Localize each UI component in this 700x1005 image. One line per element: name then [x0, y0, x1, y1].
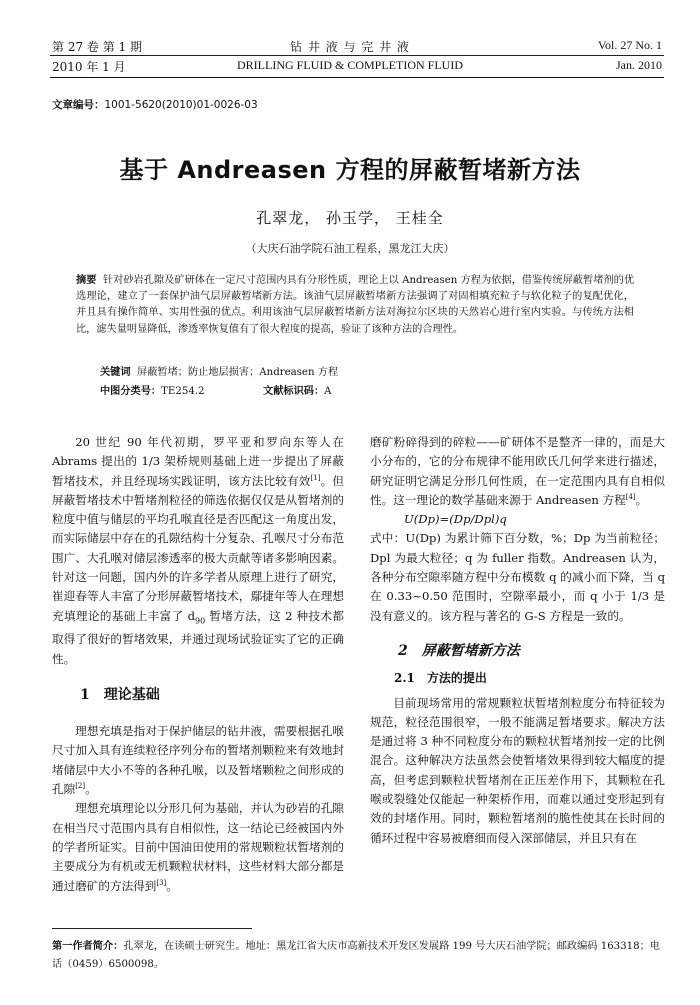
journal-name-en: DRILLING FLUID & COMPLETION FLUID: [237, 58, 463, 72]
volume-issue-en: Vol. 27 No. 1: [597, 38, 662, 52]
abstract: [76, 273, 634, 338]
author-footnote: 第一作者简介：孔翠龙，在读硕士研究生。地址：黑龙江省大庆市高新技术开发区发展路 199 号大庆石油学院；邮政编码 163318；电话（0459）6500098。: [52, 941, 660, 970]
paragraph-ideal-filling: 理想充填是指对于保护储层的钻井液，需要根据孔喉尺寸加入具有连续粒径序列分布的暂堵剂颗粒来有效地封堵储层中大小不等的各种孔喉，以及暂堵颗粒之间形成的孔隙[2]。: [52, 724, 344, 797]
body-left-column: [52, 433, 344, 896]
date-en: Jan. 2010: [616, 58, 662, 72]
paragraph-fractal: 理想充填理论以分形几何为基础，并认为砂岩的孔隙在相当尺寸范围内具有自相似性，这一结论已经被国内外的学者所证实。目前中国油田使用的常规颗粒状暂堵剂的主要成分为有机或无机颗粒状材料，这些材料大部分都是通过磨矿的方法得到[3]。: [52, 801, 344, 893]
abstract-label: 摘要: [76, 275, 97, 286]
section-2-heading: 2 屏蔽暂堵新方法: [398, 642, 520, 659]
classification: 中图分类号：TE254.2 文献标识码：A: [100, 386, 332, 397]
affiliation: （大庆石油学院石油工程系，黑龙江大庆）: [245, 242, 455, 255]
volume-issue-cn: 第 27 卷 第 1 期: [52, 40, 142, 54]
keywords: 关键词 屏蔽暂堵；防止地层损害；Andreasen 方程: [100, 367, 339, 378]
article-title: 基于 Andreasen 方程的屏蔽暂堵新方法: [119, 156, 581, 184]
intro-paragraph: 20 世纪 90 年代初期，罗平亚和罗向东等人在 Abrams 提出的 1/3 架桥规则基础上进一步提出了屏蔽暂堵技术，并且经现场实践证明，该方法比较有效[1]。但屏蔽暂堵技术中暂堵剂粒径的筛选依据仅仅是从暂堵剂的粒度中值与储层的平均孔喉直径是否匹配这一角度出发，而实际储层中存在的孔隙结构十分复杂、孔喉尺寸分布范围广、大孔喉对储层渗透率的极大贡献等诸多影响因素。针对这一问题，国内外的许多学者从原理上进行了研究，崔迎春等人丰富了分形屏蔽暂堵技术，鄢捷年等人在理想充填理论的基础上丰富了 $d_{90}$ 暂堵方法，这 2 种技术都取得了很好的暂堵效果，并通过现场试验证实了它的正确性。: [52, 435, 345, 666]
section-1-heading: 1 理论基础: [80, 686, 160, 703]
journal-name-cn: 钻 井 液 与 完 井 液: [290, 40, 410, 54]
formula-explanation: 式中：U(Dp) 为累计筛下百分数，%；Dp 为当前粒径；Dpl 为最大粒径；q 为 fuller 指数。Andreasen 认为，各种分布空隙率随方程中分布模数 q 的减小而下降，当 q 在 0.33~0.50 范围时，空隙率最小，而 q 小于 1/3 是没有意义的。该方程与著名的 G-S 方程是一致的。: [370, 531, 665, 623]
paragraph-method: 目前现场常用的常规颗粒状暂堵剂粒度分布特征较为规范，粒径范围很窄，一般不能满足暂堵要求。解决方法是通过将 3 种不同粒度分布的颗粒状暂堵剂按一定的比例混合。这种解决方法虽然会使暂堵效果得到较大幅度的提高，但考虑到颗粒状暂堵剂在正压差作用下，其颗粒在孔喉或裂缝处仅能起一种架桥作用，而难以通过变形起到有效的封堵作用。同时，颗粒暂堵剂的脆性使其在长时间的循环过程中容易被磨细而侵入深部储层，并且只有在: [370, 695, 665, 845]
date-cn: 2010 年 1 月: [52, 60, 126, 74]
subsection-2-1-heading: 2.1 方法的提出: [394, 671, 487, 686]
abstract-text: 针对砂岩孔隙及矿研体在一定尺寸范围内具有分形性质，理论上以 Andreasen 方程为依据，借鉴传统屏蔽暂堵剂的优选理论，建立了一套保护油气层屏蔽暂堵新方法。该油气层屏蔽暂堵新方法强调了对固相填充粒子与软化粒子的复配优化，并且具有操作简单、实用性强的优点。利用该油气层屏蔽暂堵新方法对海拉尔区块的天然岩心进行室内实验。与传统方法相比，滤失量明显降低，渗透率恢复值有了很大程度的提高，验证了该种方法的合理性。: [76, 275, 635, 335]
article-number: 文章编号：1001-5620(2010)01-0026-03: [52, 99, 258, 111]
header-rule-bottom: [50, 77, 664, 78]
header-rule-top: [50, 55, 664, 56]
paragraph-andreasen: 磨矿粉碎得到的碎粒——矿研体不是整齐一律的，而是大小分布的，它的分布规律不能用欧氏几何学来进行描述，研究证明它满足分形几何性质，在一定范围内具有自相似性。这一理论的数学基础来源于 Andreasen 方程[4]。: [370, 435, 665, 507]
andreasen-formula: U(Dp)=(Dp/Dpl)q: [404, 512, 507, 527]
authors: 孔翠龙， 孙玉学， 王桂全: [256, 209, 444, 227]
body-right-column: [370, 433, 665, 848]
footnote-rule: [52, 928, 252, 929]
